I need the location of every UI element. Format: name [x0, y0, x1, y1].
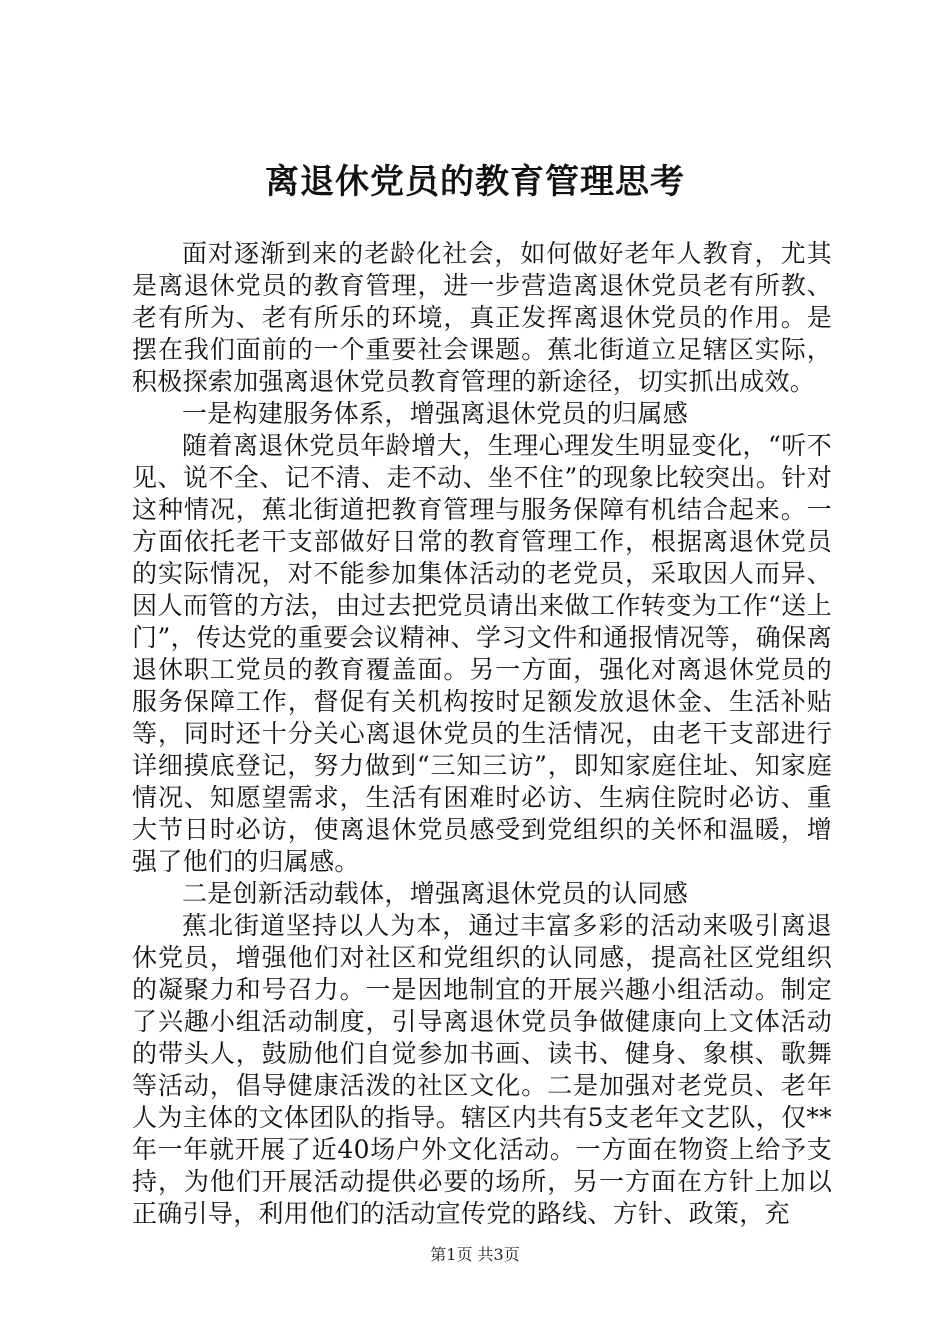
- document-body: [132, 238, 832, 1230]
- paragraph-section-1: 随着离退休党员年龄增大，生理心理发生明显变化，“听不见、说不全、记不清、走不动、坐不住”的现象比较突出。针对这种情况，蕉北街道把教育管理与服务保障有机结合起来。一方面依托老干支部做好日常的教育管理工作，根据离退休党员的实际情况，对不能参加集体活动的老党员，采取因人而异、因人而管的方法，由过去把党员请出来做工作转变为工作“送上门”，传达党的重要会议精神、学习文件和通报情况等，确保离退休职工党员的教育覆盖面。另一方面，强化对离退休党员的服务保障工作，督促有关机构按时足额发放退休金、生活补贴等，同时还十分关心离退休党员的生活情况，由老干支部进行详细摸底登记，努力做到“三知三访”，即知家庭住址、知家庭情况、知愿望需求，生活有困难时必访、生病住院时必访、重大节日时必访，使离退休党员感受到党组织的关怀和温暖，增强了他们的归属感。: [132, 431, 832, 876]
- paragraph-intro: 面对逐渐到来的老龄化社会，如何做好老年人教育，尤其是离退休党员的教育管理，进一步营造离退休党员老有所教、老有所为、老有所乐的环境，真正发挥离退休党员的作用。是摆在我们面前的一个重要社会课题。蕉北街道立足辖区实际，积极探索加强离退休党员教育管理的新途径，切实抓出成效。: [132, 239, 832, 396]
- paragraph-section-2: 蕉北街道坚持以人为本，通过丰富多彩的活动来吸引离退休党员，增强他们对社区和党组织的认同感，提高社区党组织的凝聚力和号召力。一是因地制宜的开展兴趣小组活动。制定了兴趣小组活动制度，引导离退休党员争做健康向上文体活动的带头人，鼓励他们自觉参加书画、读书、健身、象棋、歌舞等活动，倡导健康活泼的社区文化。二是加强对老党员、老年人为主体的文体团队的指导。辖区内共有5支老年文艺队，仅**年一年就开展了近40场户外文化活动。一方面在物资上给予支持，为他们开展活动提供必要的场所，另一方面在方针上加以正确引导，利用他们的活动宣传党的路线、方针、政策，充: [132, 911, 832, 1228]
- page-footer: 第1页 共3页: [430, 1245, 520, 1264]
- section-heading-1: 一是构建服务体系，增强离退休党员的归属感: [182, 399, 689, 428]
- document-title: 离退休党员的教育管理思考: [265, 162, 685, 202]
- section-heading-2: 二是创新活动载体，增强离退休党员的认同感: [182, 879, 689, 908]
